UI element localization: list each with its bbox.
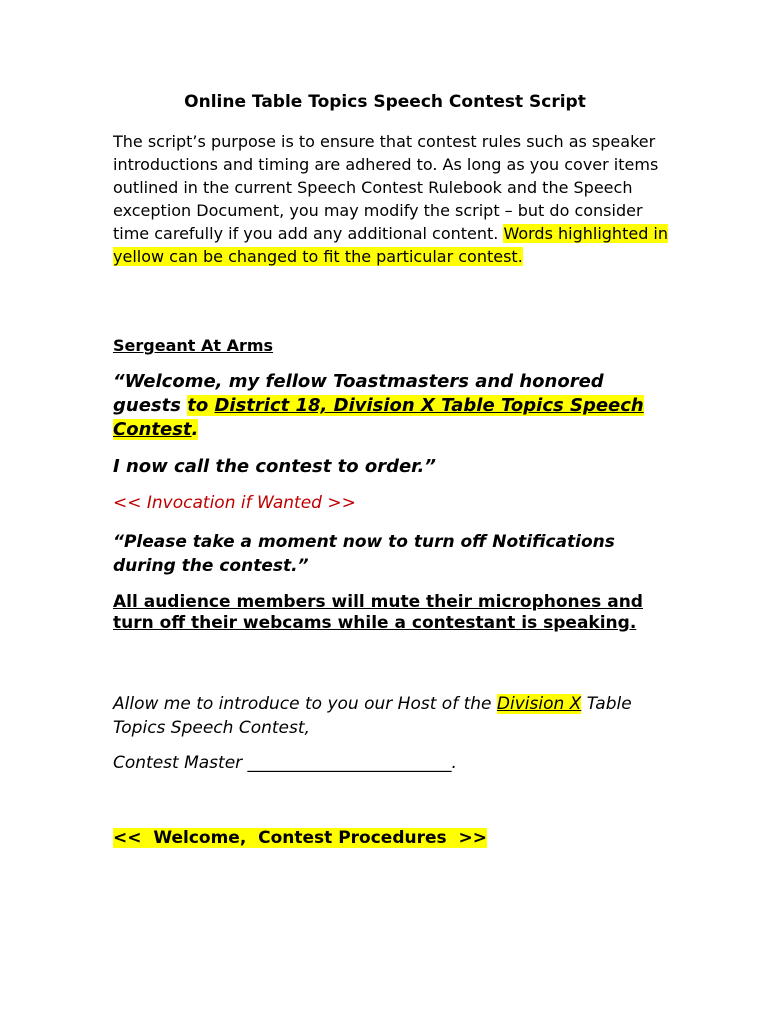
document-title: Online Table Topics Speech Contest Script [184,92,586,112]
contest-name: District 18, Division X Table Topics Speech Contest [113,395,644,440]
sergeant-at-arms-heading: Sergeant At Arms [113,336,274,355]
audience-instruction: All audience members will mute their microphones and turn off their webcams while a contestant is speaking. [113,592,643,633]
host-introduction [113,692,673,740]
call-to-order: I now call the contest to order.” [113,456,436,477]
welcome-to: to [187,395,215,416]
welcome-statement [113,370,673,442]
intro-text: The script’s purpose is to ensure that contest rules such as speaker introductions and timing are adhered to. As long as you cover items outlined in the current Speech Contest Rulebook and the Speech exception Document, you may modify the script – but do consider time carefully if you add any additional content. [113,132,659,243]
notifications-statement: “Please take a moment now to turn off Notifications during the contest.” [113,532,615,576]
welcome-text: “Welcome, my fellow Toastmasters and honored guests [113,371,604,416]
division-name: Division X [496,694,582,714]
welcome-period: . [191,419,199,440]
host-intro-after: Table Topics Speech Contest, [113,694,632,738]
host-intro-before: Allow me to introduce to you our Host of the [113,694,497,714]
contest-procedures-heading: << Welcome, Contest Procedures >> [113,828,487,848]
invocation-note: << Invocation if Wanted >> [113,493,356,513]
contest-master-line: Contest Master ________________________. [113,753,457,773]
intro-paragraph [113,130,673,268]
intro-highlighted-note: Words highlighted in yellow can be changed to fit the particular contest. [113,224,669,266]
